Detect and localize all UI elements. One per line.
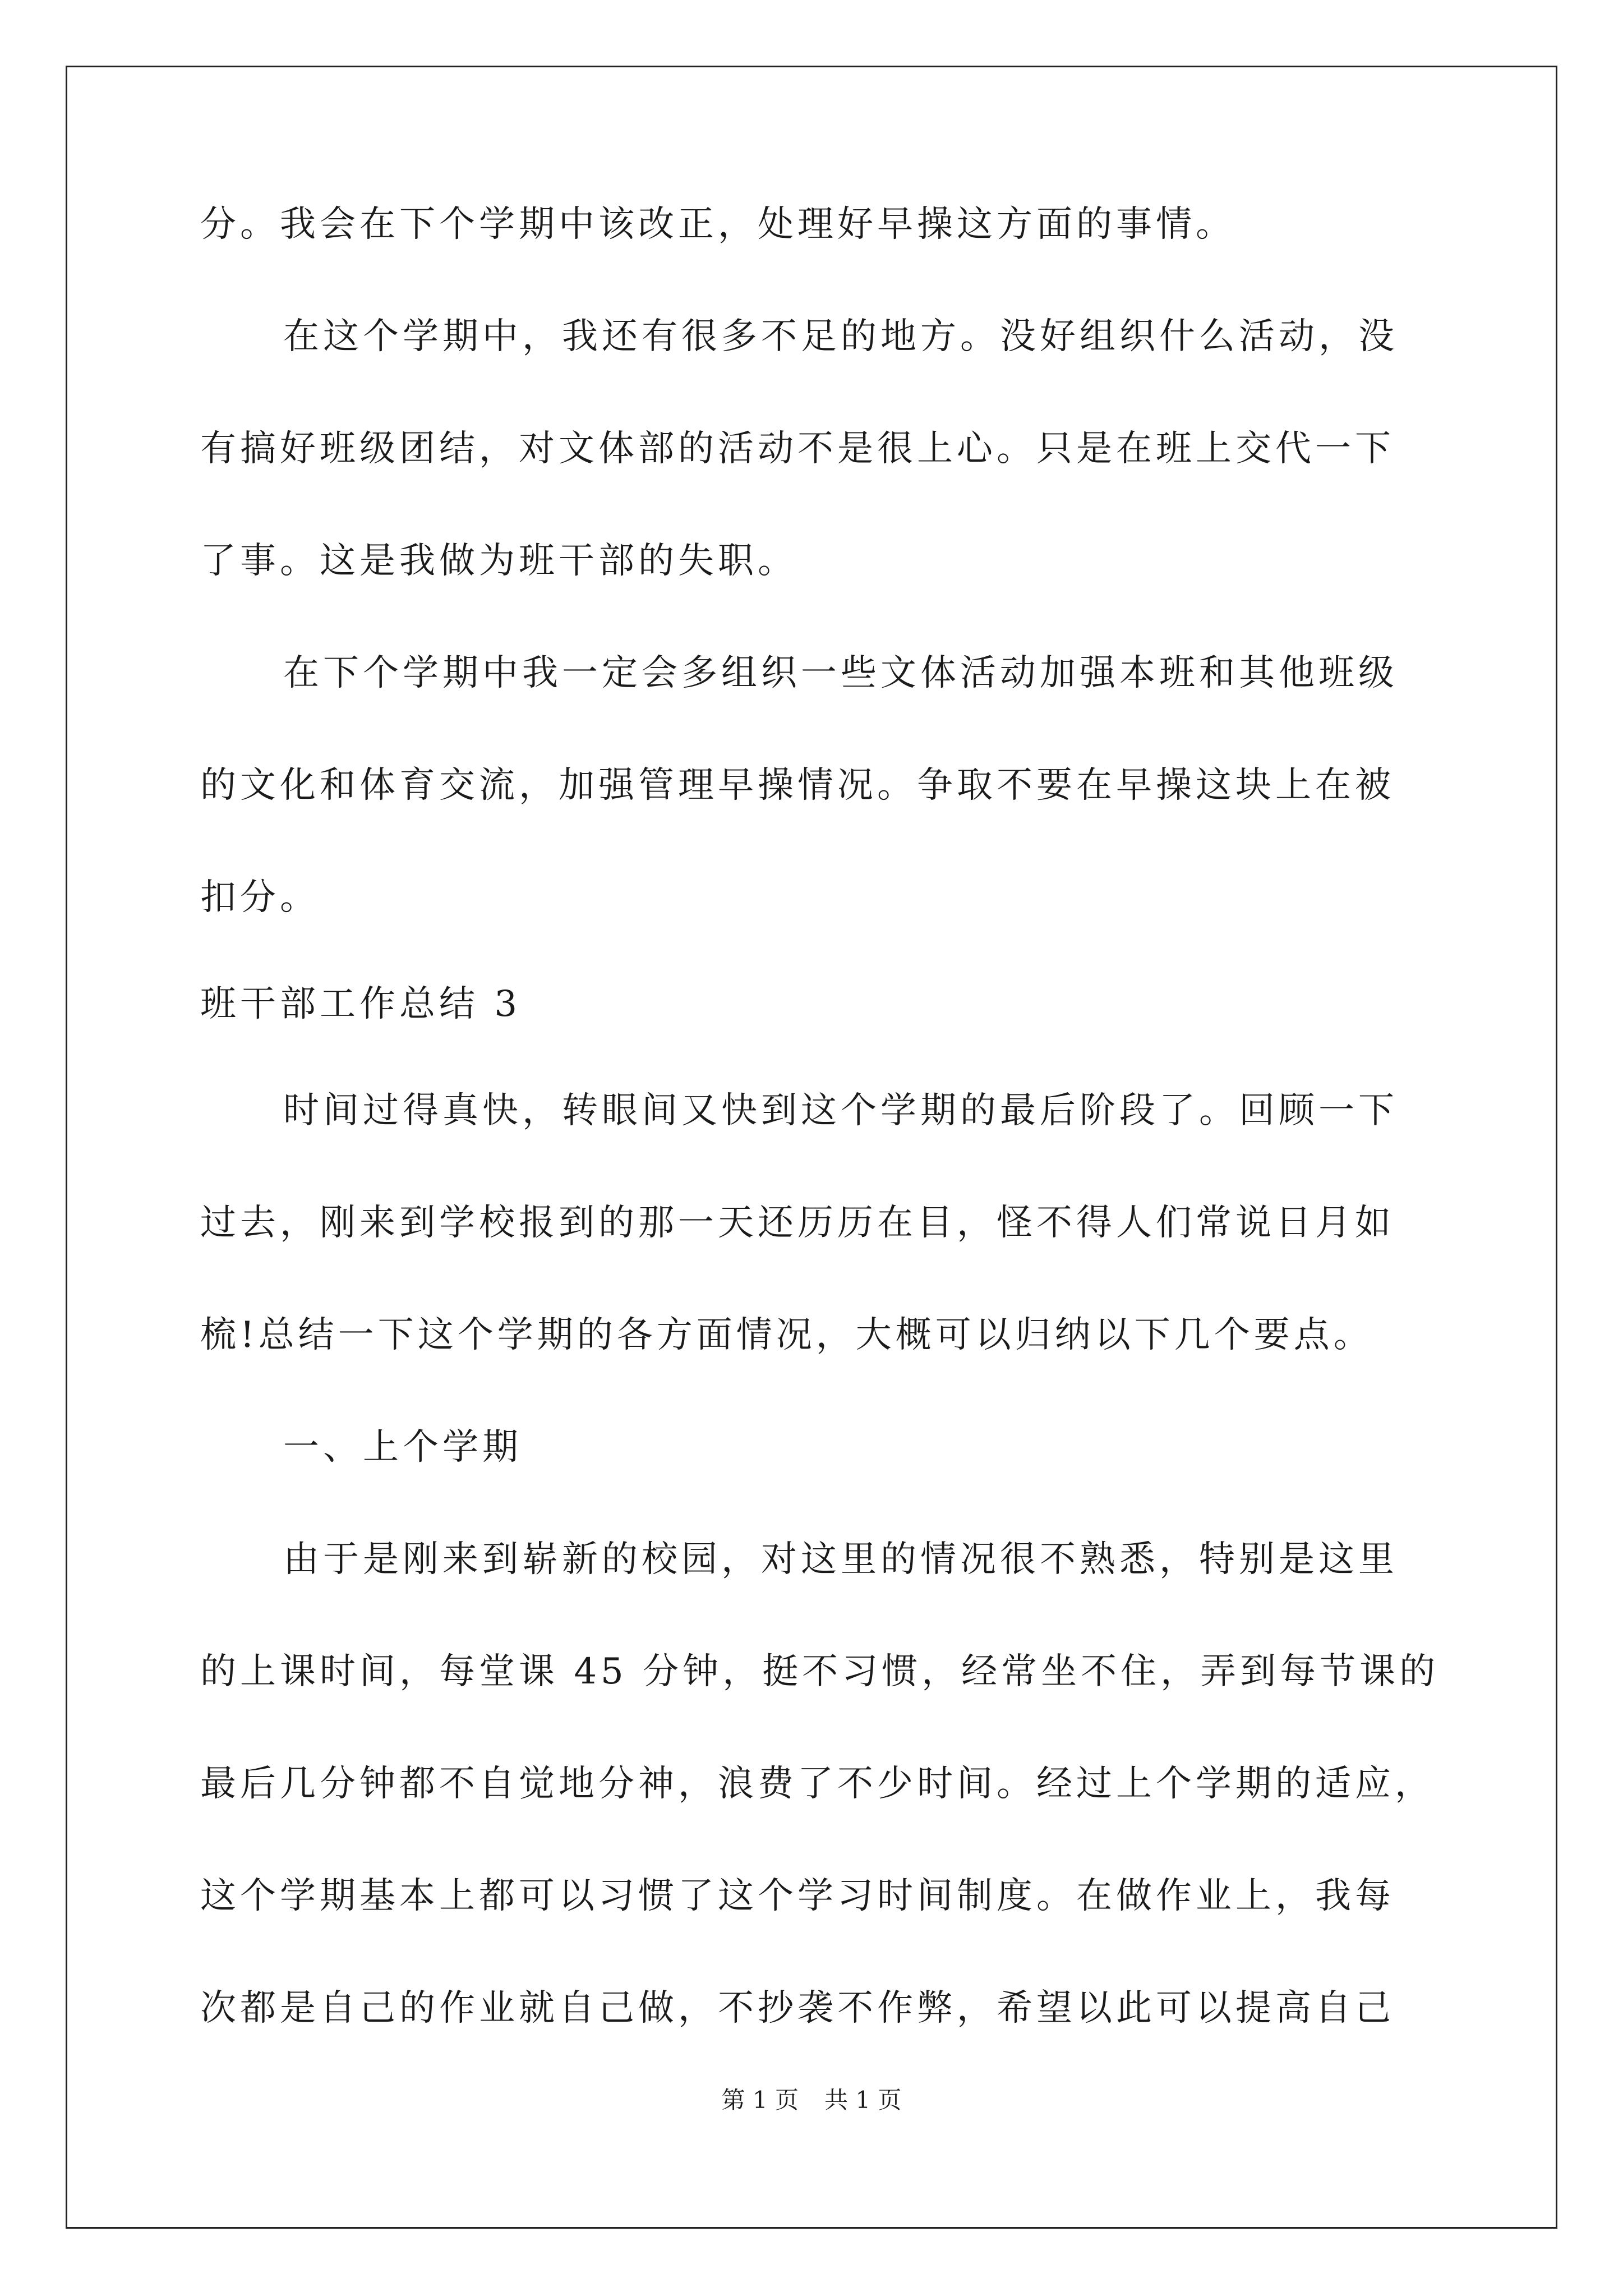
paragraph-start-line: 时间过得真快，转眼间又快到这个学期的最后阶段了。回顾一下 — [283, 1090, 1398, 1131]
text-line: 扣分。 — [200, 877, 320, 918]
page-total: 共 1 页 — [824, 2086, 902, 2114]
page-footer — [0, 2085, 1623, 2116]
paragraph-start-line: 由于是刚来到崭新的校园，对这里的情况很不熟悉，特别是这里 — [283, 1539, 1398, 1580]
subsection-heading: 一、上个学期 — [283, 1427, 522, 1468]
text-line: 的文化和体育交流，加强管理早操情况。争取不要在早操这块上在被 — [200, 765, 1395, 806]
text-line: 有搞好班级团结，对文体部的活动不是很上心。只是在班上交代一下 — [200, 428, 1395, 470]
text-line: 次都是自己的作业就自己做，不抄袭不作弊，希望以此可以提高自己 — [200, 1987, 1395, 2029]
text-line: 过去，刚来到学校报到的那一天还历历在目，怪不得人们常说日月如 — [200, 1202, 1395, 1244]
text-line: 梳!总结一下这个学期的各方面情况，大概可以归纳以下几个要点。 — [200, 1314, 1373, 1356]
paragraph-start-line: 在这个学期中，我还有很多不足的地方。没好组织什么活动，没 — [283, 316, 1398, 357]
section-heading: 班干部工作总结 3 — [200, 983, 522, 1025]
text-line: 的上课时间，每堂课 45 分钟，挺不习惯，经常坐不住，弄到每节课的 — [200, 1651, 1440, 1692]
text-line: 分。我会在下个学期中该改正，处理好早操这方面的事情。 — [200, 204, 1235, 245]
page-number: 第 1 页 — [721, 2086, 799, 2114]
text-line: 这个学期基本上都可以习惯了这个学习时间制度。在做作业上，我每 — [200, 1875, 1395, 1917]
text-line: 最后几分钟都不自觉地分神，浪费了不少时间。经过上个学期的适应， — [200, 1763, 1435, 1805]
text-line: 了事。这是我做为班干部的失职。 — [200, 540, 797, 582]
paragraph-start-line: 在下个学期中我一定会多组织一些文体活动加强本班和其他班级 — [283, 652, 1398, 694]
